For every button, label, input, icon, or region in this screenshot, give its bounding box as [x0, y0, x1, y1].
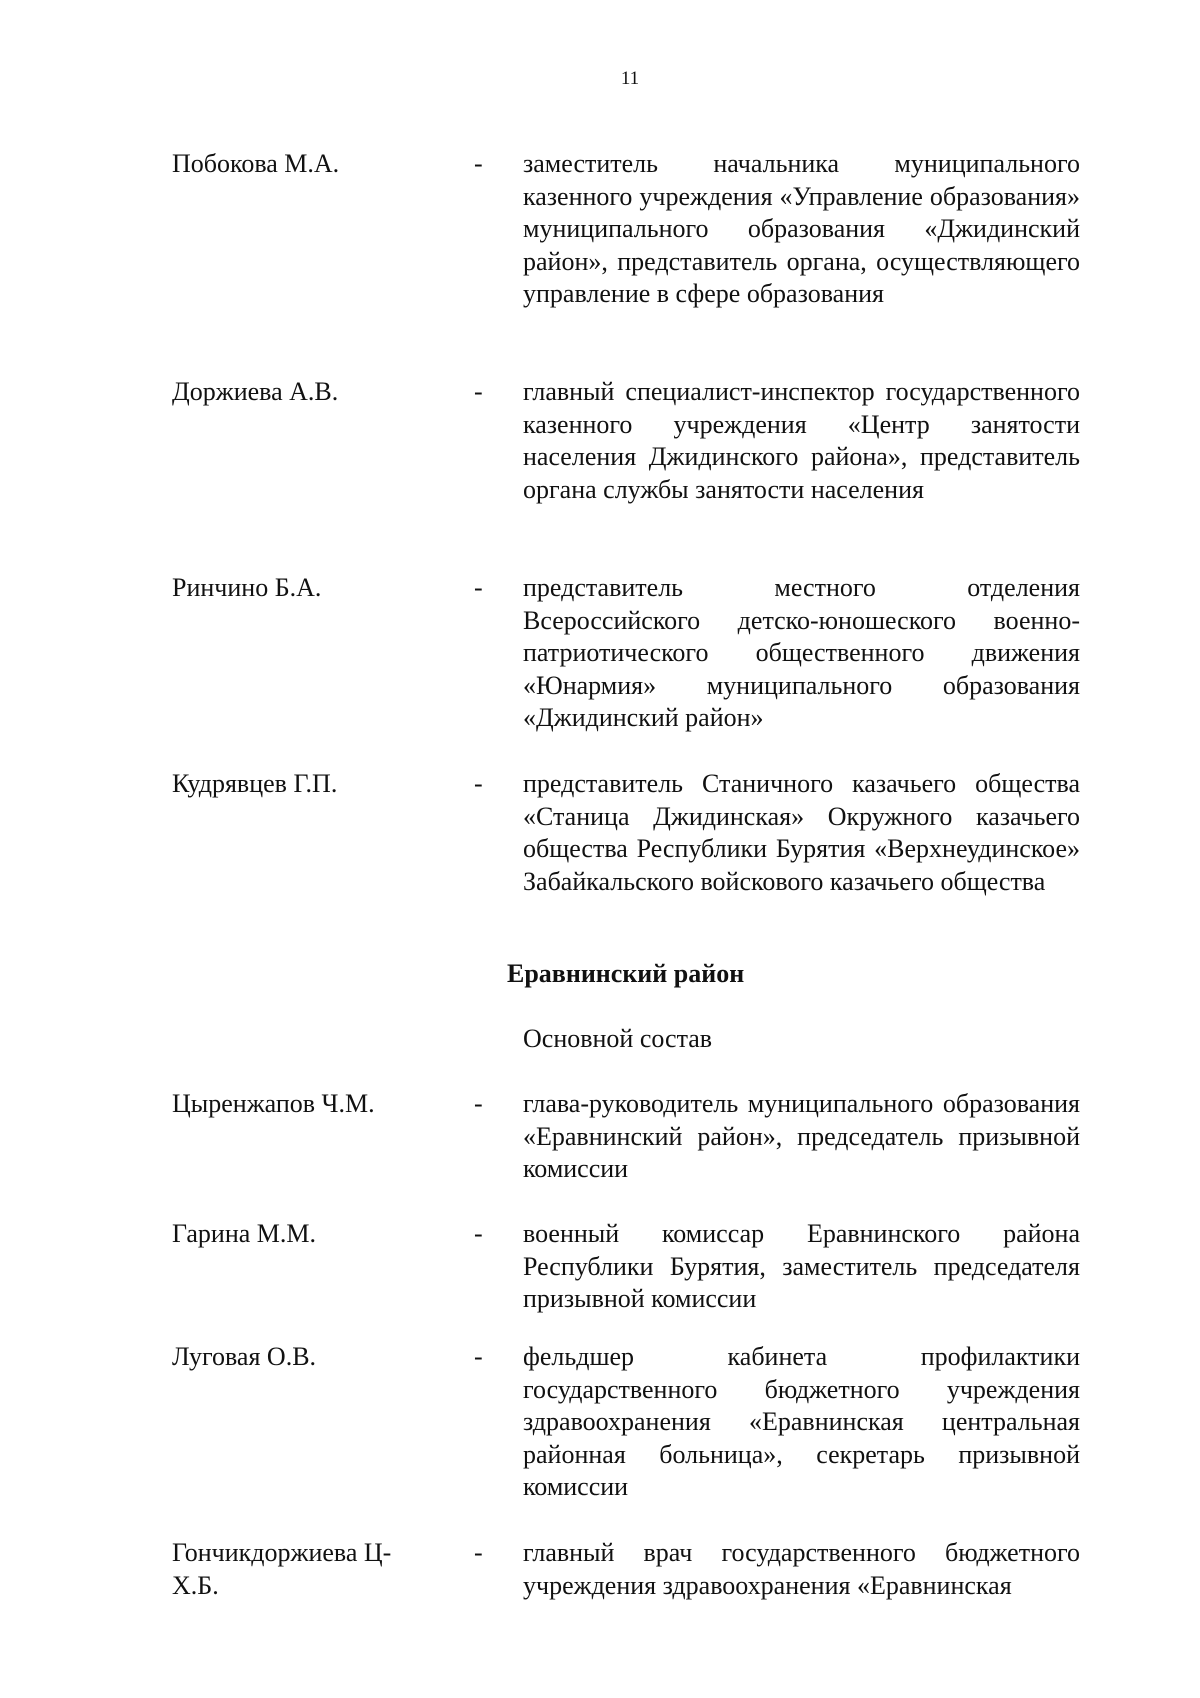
member-description: представитель Станичного казачьего общества «Станица Джидинская» Окружного казачьего общества Республики Бурятия «Верхнеудинское» Забайкальского войскового казачьего общества	[523, 769, 1080, 896]
member-name: Луговая О.В.	[172, 1342, 317, 1371]
page-number: 11	[620, 68, 640, 89]
member-name: Гарина М.М.	[172, 1219, 317, 1248]
member-description: главный специалист-инспектор государственного казенного учреждения «Центр занятости населения Джидинского района», представитель органа службы занятости населения	[523, 377, 1080, 504]
member-description: представитель местного отделения Всероссийского детско-юношеского военно-патриотического общественного движения «Юнармия» муниципального образования «Джидинский район»	[523, 573, 1080, 732]
member-description: военный комиссар Еравнинского района Республики Бурятия, заместитель председателя призывной комиссии	[523, 1219, 1080, 1313]
dash-separator: -	[474, 1538, 483, 1567]
member-name: Гончикдоржиева Ц-Х.Б.	[172, 1538, 392, 1600]
dash-separator: -	[474, 1342, 483, 1371]
dash-separator: -	[474, 149, 483, 178]
composition-subheading: Основной состав	[523, 1024, 713, 1053]
member-name: Ринчино Б.А.	[172, 573, 322, 602]
dash-separator: -	[474, 1219, 483, 1248]
member-description: фельдшер кабинета профилактики государственного бюджетного учреждения здравоохранения «Еравнинская центральная районная больница», секретарь призывной комиссии	[523, 1342, 1080, 1501]
member-description: заместитель начальника муниципального казенного учреждения «Управление образования» муниципального образования «Джидинский район», представитель органа, осуществляющего управление в сфере образования	[523, 149, 1080, 308]
dash-separator: -	[474, 1089, 483, 1118]
member-description: глава-руководитель муниципального образования «Еравнинский район», председатель призывной комиссии	[523, 1089, 1080, 1183]
member-name: Кудрявцев Г.П.	[172, 769, 338, 798]
member-name: Доржиева А.В.	[172, 377, 339, 406]
member-name: Побокова М.А.	[172, 149, 340, 178]
district-heading: Еравнинский район	[507, 959, 745, 988]
member-name: Цыренжапов Ч.М.	[172, 1089, 375, 1118]
member-description: главный врач государственного бюджетного учреждения здравоохранения «Еравнинская	[523, 1538, 1080, 1600]
dash-separator: -	[474, 377, 483, 406]
dash-separator: -	[474, 769, 483, 798]
dash-separator: -	[474, 573, 483, 602]
